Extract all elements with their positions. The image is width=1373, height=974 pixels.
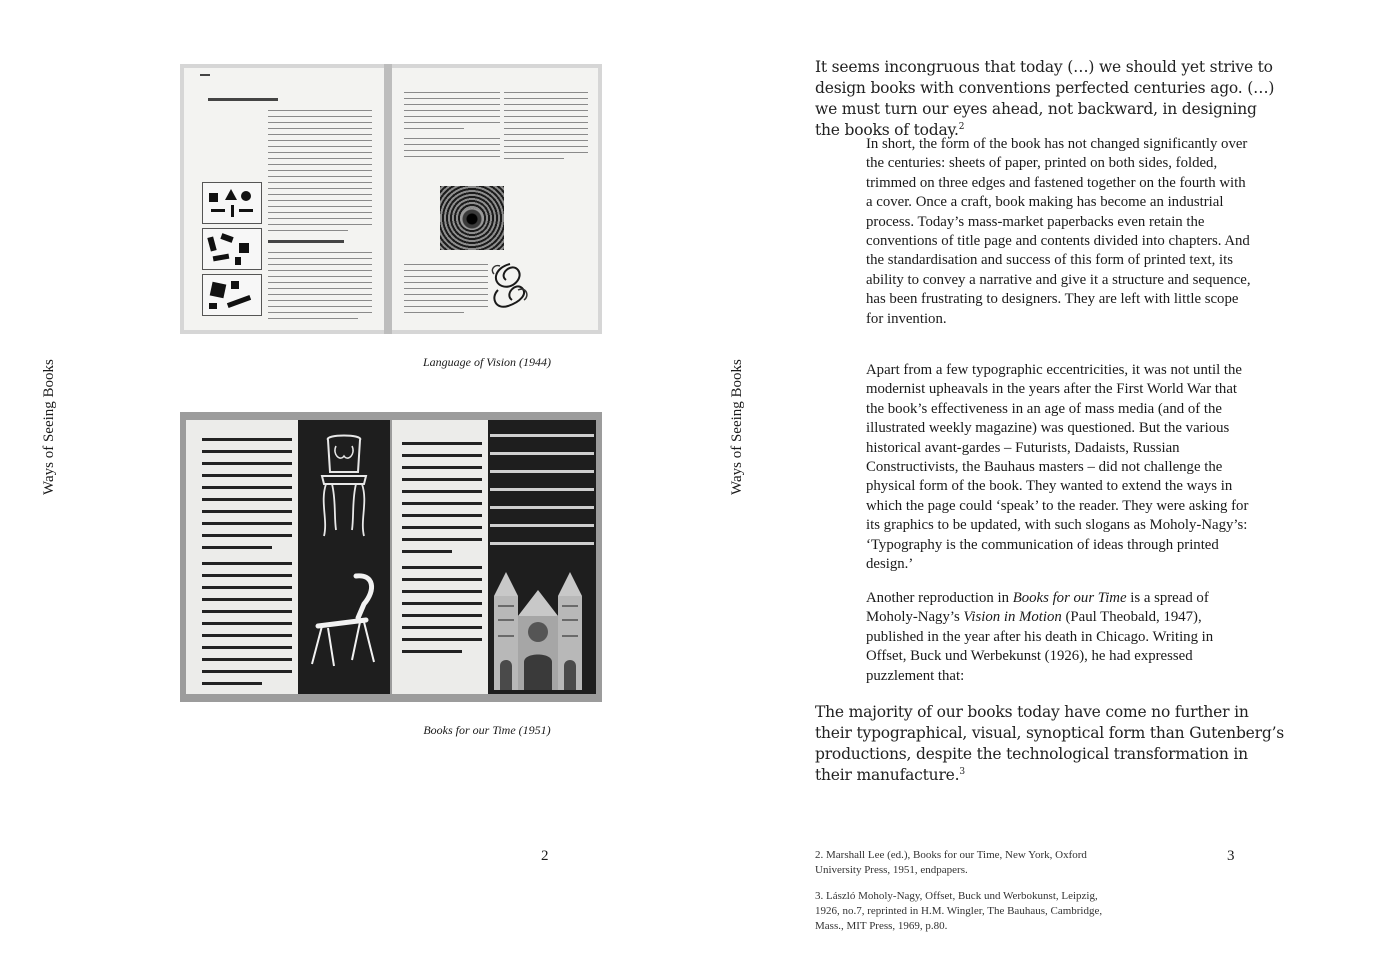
geometric-shapes-illustration <box>202 182 262 224</box>
footnote: 2. Marshall Lee (ed.), Books for our Time, New York, Oxford University Press, 1951, endpapers. <box>815 849 1087 876</box>
right-running-head: Ways of Seeing Books <box>729 359 745 495</box>
figure-language-of-vision <box>180 64 602 334</box>
figure-left-page <box>184 68 384 330</box>
text-run: (Paul Theobald, 1947), published in the year after his death in Chicago. Writing in Offset, Buck und Werbekunst (1926), he had expressed puzzlement that: <box>866 609 1214 684</box>
chair-photo-panel <box>298 420 390 694</box>
body-paragraph: Apart from a few typographic eccentricities, it was not until the modernist upheavals in the years after the First World War that the book’s effectiveness in an age of mass media (and of the illustrated weekly magazine) was questioned. But the various historical avant-gardes – Futurists, Dadaists, Russian Constructivists, the Bauhaus masters – did not challenge the physical form of the book. They wanted to extend the ways in which the page could ‘speak’ to the reader. They were asking for its graphics to be updated, with such slogans as Moholy-Nagy’s: ‘Typography is the communication of ideas through printed design.’ <box>866 362 1249 573</box>
closing-quote <box>815 702 1285 786</box>
footnote-ref: 3 <box>959 766 965 777</box>
closing-quote-text: The majority of our books today have come no further in their typographical, visual, synoptical form than Gutenberg’s productions, despite the technological transformation in their manufacture. <box>815 703 1285 784</box>
figure-caption: Language of Vision (1944) <box>422 355 552 369</box>
footnote-ref: 2 <box>958 121 965 132</box>
modern-chair-illustration <box>304 570 384 670</box>
figure-books-for-our-time <box>180 412 602 702</box>
ornate-chair-illustration <box>314 432 374 542</box>
lead-quote <box>815 57 1285 141</box>
book-title: Vision in Motion <box>963 609 1062 626</box>
figure-caption: Books for our Time (1951) <box>423 723 551 737</box>
line-drawing-illustration <box>488 260 532 312</box>
body-paragraph <box>866 589 1251 686</box>
composition-illustration <box>202 274 262 316</box>
left-running-head: Ways of Seeing Books <box>41 359 57 495</box>
page-number: 2 <box>541 848 549 864</box>
book-title: Books for our Time <box>1012 590 1127 606</box>
figure-left-page <box>186 420 390 694</box>
halftone-eye-illustration <box>440 186 504 250</box>
page-number: 3 <box>1227 848 1235 864</box>
lead-quote-text: It seems incongruous that today (…) we should yet strive to design books with conventions perfected centuries ago. (…) we must turn our eyes ahead, not backward, in designing the books of today. <box>815 58 1275 139</box>
text-run: is a spread of Moholy-Nagy’s <box>866 590 1209 626</box>
text-run: Another reproduction in <box>866 590 1013 606</box>
figure-right-page <box>392 420 596 694</box>
scattered-shapes-illustration <box>202 228 262 270</box>
footnote: 3. László Moholy-Nagy, Offset, Buck und Werbokunst, Leipzig, 1926, no.7, reprinted in H.M. Wingler, The Bauhaus, Cambridge, Mass., MIT Press, 1969, p.80. <box>815 890 1103 932</box>
cathedral-illustration <box>490 566 586 690</box>
body-paragraph: In short, the form of the book has not changed significantly over the centuries: sheets of paper, printed on both sides, folded, trimmed on three edges and fastened together on the fourth with a cover. Once a craft, book making has become an industrial process. Today’s mass-market paperbacks even retain the conventions of title page and contents divided into chapters. And the standardisation and success of this form of printed text, its ability to convey a narrative and give it a structure and sequence, has been frustrating to designers. They are left with little scope for invention. <box>866 136 1251 327</box>
figure-right-page <box>392 68 598 330</box>
